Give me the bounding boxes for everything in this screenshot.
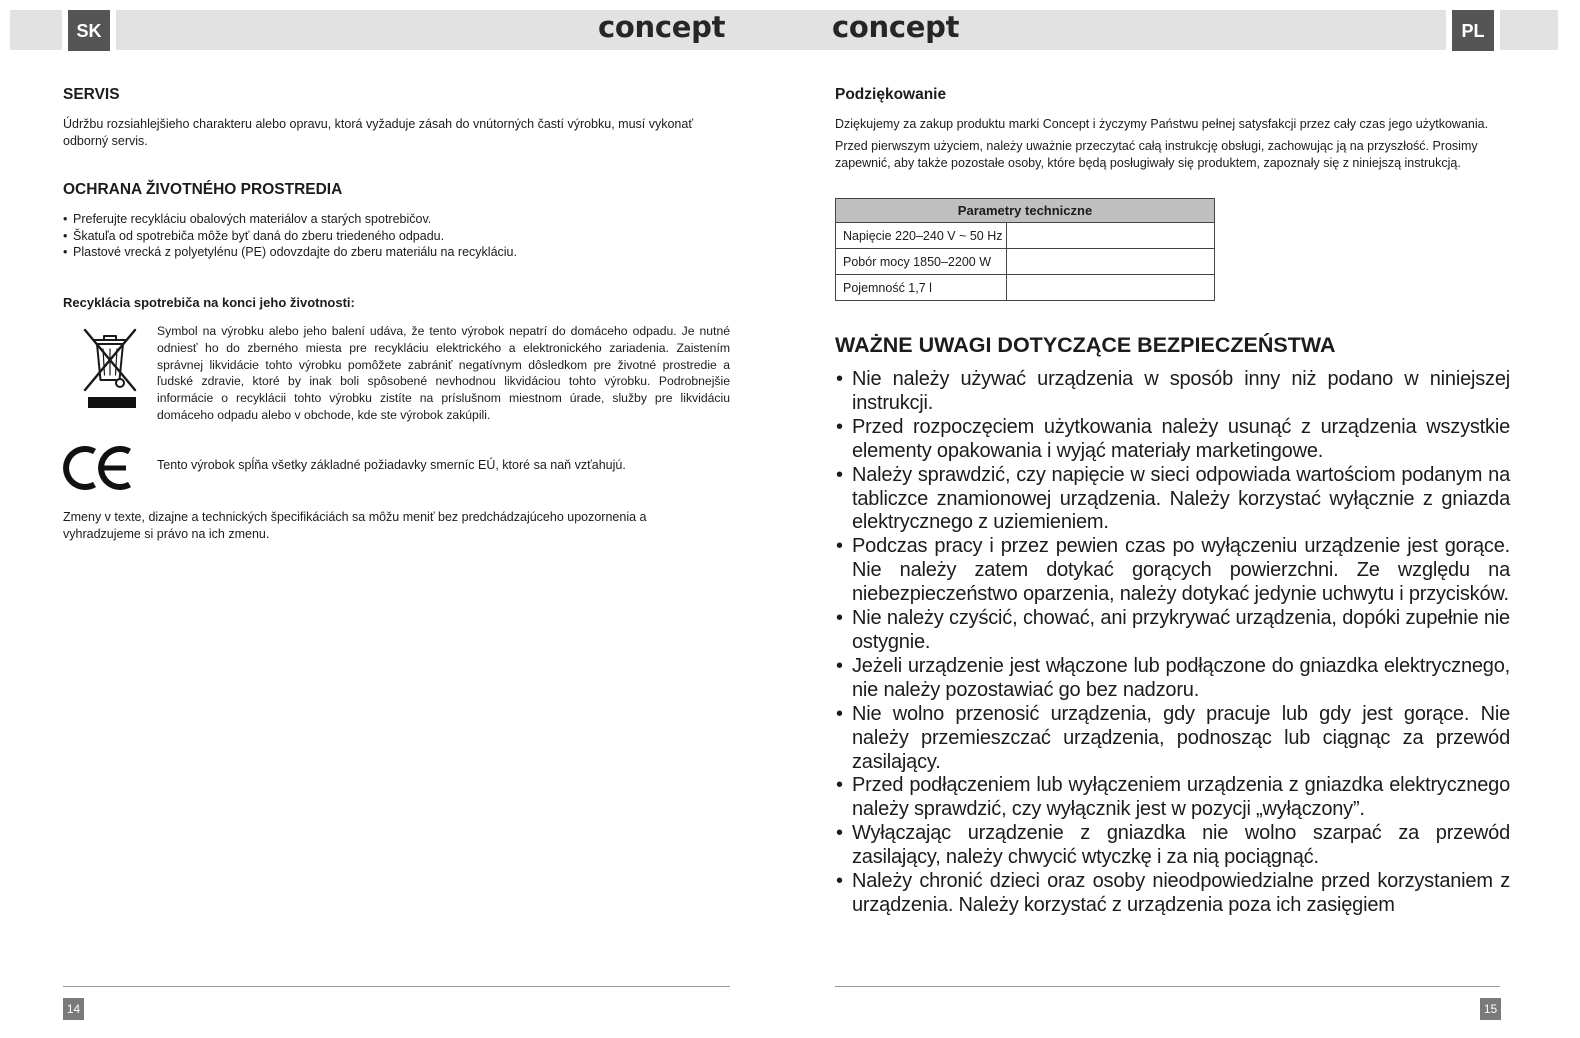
- footer-rule-right: [835, 986, 1500, 987]
- weee-symbol-svg: [82, 328, 138, 410]
- bin-underline-bar: [88, 397, 136, 408]
- ce-mark-icon: [63, 444, 131, 492]
- table-header-row: [836, 199, 1215, 223]
- service-heading: SERVIS: [63, 86, 120, 103]
- table-cell-label: Pojemność 1,7 l: [836, 275, 1007, 301]
- brand-logo-right: concept: [832, 10, 960, 44]
- page-number-right: 15: [1480, 998, 1501, 1020]
- thanks-paragraph: Dziękujemy za zakup produktu marki Concept i życzymy Państwu pełnej satysfakcji przez cały czas jego użytkowania.: [835, 117, 1489, 131]
- brand-logo-left: concept: [598, 10, 726, 44]
- list-item: • Nie należy używać urządzenia w sposób inny niż podano w niniejszej instrukcji.: [835, 368, 1510, 416]
- environment-heading: OCHRANA ŽIVOTNÉHO PROSTREDIA: [63, 181, 343, 198]
- service-text: Údržbu rozsiahlejšieho charakteru alebo opravu, ktorá vyžaduje zásah do vnútorných častí výrobku, musí vykonať odborný servis.: [63, 117, 694, 148]
- list-item: • Przed podłączeniem lub wyłączeniem urządzenia z gniazdka elektrycznego należy sprawdzić, czy wyłącznik jest w pozycji „wyłączony”.: [835, 774, 1510, 822]
- technical-parameters-table: [835, 198, 1215, 301]
- table-cell-value: [1007, 249, 1215, 275]
- table-row: [836, 249, 1215, 275]
- table-row: [836, 223, 1215, 249]
- safety-list: [835, 368, 1510, 918]
- changes-note: Zmeny v texte, dizajne a technických špecifikáciách sa môžu meniť bez predchádzajúceho upozornenia a vyhradzujeme si právo na ich zmenu.: [63, 510, 647, 541]
- list-item: • Nie należy czyścić, chować, ani przykrywać urządzenia, dopóki zupełnie nie ostygnie.: [835, 607, 1510, 655]
- ce-mark-c: [66, 449, 94, 487]
- list-item: • Należy sprawdzić, czy napięcie w sieci odpowiada wartościom podanym na tabliczce znamionowej urządzenia. Należy korzystać wyłącznie z gniazda elektrycznego z uziemieniem.: [835, 464, 1510, 536]
- list-item: • Preferujte recykláciu obalových materiálov a starých spotrebičov.: [63, 211, 723, 228]
- table-header: Parametry techniczne: [836, 199, 1215, 223]
- table-cell-value: [1007, 223, 1215, 249]
- safety-heading: WAŻNE UWAGI DOTYCZĄCE BEZPIECZEŃSTWA: [835, 333, 1336, 357]
- bin-wheel: [116, 379, 124, 387]
- language-badge-sk: SK: [62, 10, 116, 51]
- crossed-out-wheelie-bin-icon: [82, 328, 138, 410]
- list-item: • Plastové vrecká z polyetylénu (PE) odovzdajte do zberu materiálu na recykláciu.: [63, 244, 723, 261]
- thanks-paragraph: Przed pierwszym użyciem, należy uważnie przeczytać całą instrukcję obsługi, zachowując ją na przyszłość. Prosimy zapewnić, aby także pozostałe osoby, które będą posługiwały się produktem, zapoznały się z niniejszą instrukcją.: [835, 139, 1478, 170]
- list-item: • Škatuľa od spotrebiča môže byť daná do zberu triedeného odpadu.: [63, 228, 723, 245]
- list-item: • Jeżeli urządzenie jest włączone lub podłączone do gniazdka elektrycznego, nie należy pozostawiać go bez nadzoru.: [835, 655, 1510, 703]
- table-cell-label: Pobór mocy 1850–2200 W: [836, 249, 1007, 275]
- list-item: • Przed rozpoczęciem użytkowania należy usunąć z urządzenia wszystkie elementy opakowania i wyjąć materiały marketingowe.: [835, 416, 1510, 464]
- recycling-heading: Recyklácia spotrebiča na konci jeho životnosti:: [63, 295, 355, 310]
- page-number-left: 14: [63, 998, 84, 1020]
- environment-list: [63, 211, 723, 261]
- ce-mark-svg: [63, 444, 131, 492]
- list-item: • Należy chronić dzieci oraz osoby nieodpowiedzialne przed korzystaniem z urządzenia. Należy korzystać z urządzenia poza ich zasięgiem: [835, 870, 1510, 918]
- table-cell-label: Napięcie 220–240 V ~ 50 Hz: [836, 223, 1007, 249]
- footer-rule-left: [63, 986, 730, 987]
- conformity-text: Tento výrobok spĺňa všetky základné požiadavky smerníc EÚ, ktoré sa naň vzťahujú.: [157, 458, 626, 472]
- list-item: • Nie wolno przenosić urządzenia, gdy pracuje lub gdy jest gorące. Nie należy przemieszczać urządzenia, podnosząc lub ciągnąc za przewód zasilający.: [835, 703, 1510, 775]
- table-cell-value: [1007, 275, 1215, 301]
- list-item: • Podczas pracy i przez pewien czas po wyłączeniu urządzenie jest gorące. Nie należy zatem dotykać gorących powierzchni. Ze względu na niebezpieczeństwo oparzenia, należy dotykać jedynie uchwytu i przycisków.: [835, 535, 1510, 607]
- recycling-text: Symbol na výrobku alebo jeho balení udáva, že tento výrobok nepatrí do domáceho odpadu. Je nutné odniesť ho do zberného miesta pre recykláciu elektrického a elektronického zariadenia. Zaistením správnej likvidácie tohto výrobku pomôžete zabrániť negatívnym dôsledkom pre životné prostredie a ľudské zdravie, ktoré by inak boli spôsobené nevhodnou likvidáciou tohto výrobku. Podrobnejšie informácie o recyklácii tohto výrobku zistíte na príslušnom miestnom úrade, služby pre likvidáciu domáceho odpadu alebo v obchode, kde ste výrobok zakúpili.: [157, 324, 730, 422]
- thanks-heading: Podziękowanie: [835, 86, 947, 103]
- ce-mark-e-bar: [102, 466, 126, 471]
- table-row: [836, 275, 1215, 301]
- list-item: • Wyłączając urządzenie z gniazdka nie wolno szarpać za przewód zasilający, należy chwycić wtyczkę i za nią pociągnąć.: [835, 822, 1510, 870]
- language-badge-pl: PL: [1446, 10, 1500, 51]
